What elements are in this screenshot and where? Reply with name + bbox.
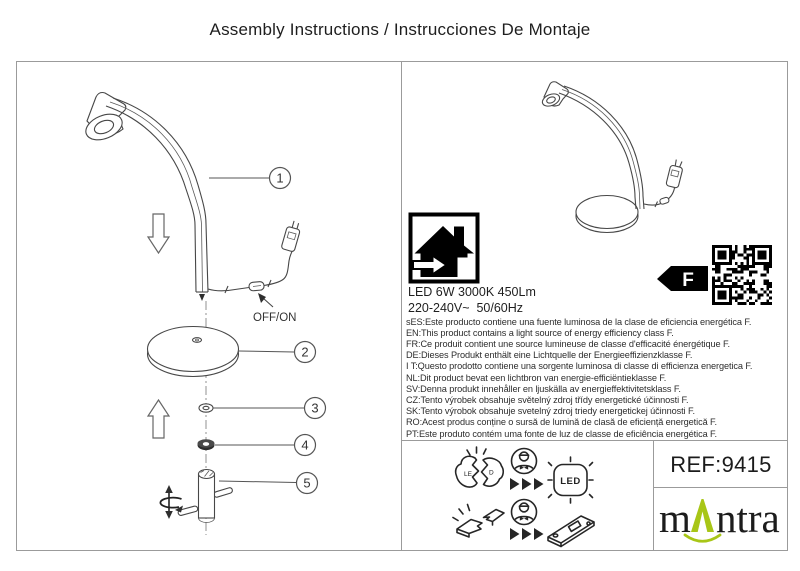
energy-statement-sv: SV:Denna produkt innehåller en ljuskälla av energieffektivitetsklass F.: [406, 383, 681, 394]
washer: [199, 404, 213, 412]
energy-statement-ro: RO:Acest produs conține o sursă de lumină de clasă de eficiență energetică F.: [406, 417, 717, 428]
professional-person-icon-2: [512, 500, 537, 525]
plug: [281, 219, 302, 252]
callout-4: [215, 435, 316, 456]
energy-statement-de: DE:Dieses Produkt enthält eine Lichtquelle der Energieeffizienzklasse F.: [406, 350, 693, 361]
callout-2: [239, 342, 316, 363]
panel-divider-vertical: [401, 61, 402, 550]
energy-statement-nl: NL:Dit product bevat een lichtbron van energie-efficiëntieklasse F.: [406, 372, 667, 383]
mantra-logo: [658, 492, 784, 546]
broken-driver-icon: [453, 505, 504, 538]
driver-gear-icon: [548, 516, 594, 547]
callout-2-number: 2: [301, 344, 309, 360]
indoor-use-house-icon: [408, 212, 480, 284]
house-door-slot: [458, 258, 468, 278]
page-title: Assembly Instructions / Instrucciones De Montaje: [209, 20, 591, 39]
qr-code: [712, 245, 772, 305]
callout-1-number: 1: [276, 170, 284, 186]
assembled-switch: [659, 197, 669, 205]
assembled-plug: [666, 159, 685, 189]
energy-statement-en: EN:This product contains a light source of energy efficiency class F.: [406, 327, 674, 338]
replace-arrows-icon: [510, 478, 544, 490]
energy-statement-fr: FR:Ce produit contient une source lumineuse de classe d'efficacité énergétique F.: [406, 338, 730, 349]
switch-label: [253, 293, 296, 324]
assembled-base: [576, 196, 638, 229]
power-cord: [208, 219, 302, 293]
exploded-diagram: [16, 61, 401, 551]
assembled-cord: [644, 188, 675, 205]
service-icons: [403, 441, 653, 551]
energy-statement-cz: CZ:Tento výrobek obsahuje světelný zdroj třídy energetické účinnosti F.: [406, 394, 689, 405]
callout-5-number: 5: [303, 475, 311, 491]
tool-body: [199, 474, 215, 518]
led-label-text: LED: [560, 476, 581, 487]
lamp-arm: [82, 93, 208, 302]
professional-person-icon: [512, 449, 537, 474]
energy-statements: [406, 317, 788, 440]
replace-arrows-icon-2: [510, 528, 544, 540]
brand-text-m: m: [659, 495, 691, 541]
broken-led-right-text: D: [489, 469, 494, 477]
stem-tip: [199, 294, 205, 301]
tightening-tool: [178, 470, 233, 523]
energy-statement-es: sES:Este producto contiene una fuente luminosa de la clase de eficiencia energética F.: [406, 316, 752, 327]
callout-3: [213, 398, 326, 419]
callout-3-number: 3: [311, 400, 319, 416]
broken-led-left-text: LE: [464, 471, 472, 478]
broken-led-icon: [456, 447, 504, 487]
callout-1: [209, 168, 291, 189]
callout-5: [219, 473, 318, 494]
switch-pointer-arrowhead: [258, 293, 266, 303]
led-lightsource-icon: [548, 457, 593, 503]
brand-text-ntra: ntra: [716, 495, 780, 541]
callout-4-number: 4: [301, 437, 309, 453]
energy-statement-pt: PT:Este produto contém uma fonte de luz de classe de eficiência energética F.: [406, 428, 717, 439]
tool-pin-right: [213, 487, 233, 498]
spec-power: 220-240V~ 50/60Hz: [408, 301, 524, 315]
energy-class-arrow-icon: [655, 263, 710, 293]
lamp-base: [148, 327, 239, 377]
spec-led: LED 6W 3000K 450Lm: [408, 285, 536, 299]
insert-down-arrow-icon: [148, 214, 169, 253]
energy-statement-sk: SK:Tento výrobok obsahuje svetelný zdroj triedy energetickej účinnosti F.: [406, 406, 695, 417]
energy-class-letter: F: [682, 270, 694, 291]
reference-number: REF:9415: [670, 451, 772, 477]
nut: [198, 439, 215, 450]
assembled-arm: [564, 86, 644, 209]
energy-statement-it: I T:Questo prodotto contiene una sorgente luminosa di classe di efficienza energetica F.: [406, 361, 753, 372]
insert-up-arrow-icon: [148, 400, 169, 438]
switch-label-text: OFF/ON: [253, 312, 297, 324]
assembled-lamp-drawing: [460, 70, 705, 245]
base-hole: [193, 338, 202, 343]
brand-caret-icon: [691, 499, 714, 532]
